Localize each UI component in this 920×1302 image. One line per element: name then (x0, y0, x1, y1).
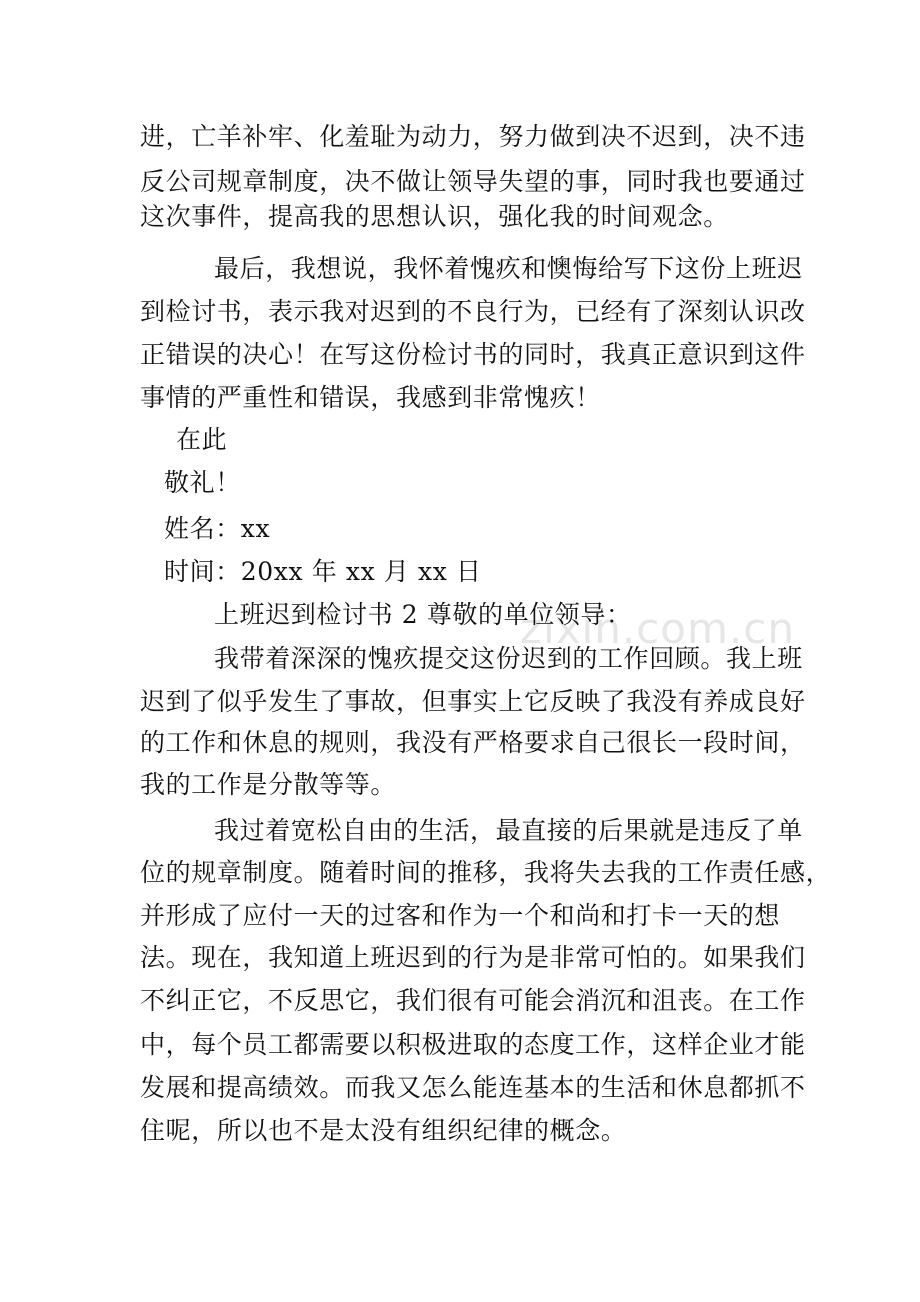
text-line: 的工作和休息的规则，我没有严格要求自己很长一段时间， (140, 728, 806, 757)
text-line: 法。现在，我知道上班迟到的行为是非常可怕的。如果我们 (140, 943, 806, 972)
salutation-line: 敬礼！ (164, 468, 241, 497)
closing-line: 在此 (176, 425, 228, 454)
text-line: 我的工作是分散等等。 (140, 770, 397, 799)
text-line: 住呢，所以也不是太没有组织纪律的概念。 (140, 1116, 627, 1145)
text-line: 位的规章制度。随着时间的推移，我将失去我的工作责任感， (140, 858, 832, 887)
text-line: 并形成了应付一天的过客和作为一个和尚和打卡一天的想 (140, 901, 781, 930)
text-line: 中，每个员工都需要以积极进取的态度工作，这样企业才能 (140, 1030, 806, 1059)
text-line: 迟到了似乎发生了事故，但事实上它反映了我没有养成良好 (140, 687, 806, 716)
text-line: 反公司规章制度，决不做让领导失望的事，同时我也要通过 (140, 167, 806, 196)
signature-name: 姓名：xx (164, 514, 271, 543)
text-line: 事情的严重性和错误，我感到非常愧疚！ (140, 383, 601, 412)
text-line: 发展和提高绩效。而我又怎么能连基本的生活和休息都抓不 (140, 1073, 806, 1102)
section-heading: 上班迟到检讨书 2 尊敬的单位领导： (214, 600, 632, 629)
paragraph-start: 我带着深深的愧疚提交这份迟到的工作回顾。我上班 (214, 644, 803, 673)
signature-date: 时间：20xx 年 xx 月 xx 日 (164, 557, 482, 586)
text-line: 这次事件，提高我的思想认识，强化我的时间观念。 (140, 202, 729, 231)
watermark: zixin.com.cn (520, 604, 795, 653)
text-line: 正错误的决心！在写这份检讨书的同时，我真正意识到这件 (140, 340, 806, 369)
text-line: 到检讨书，表示我对迟到的不良行为，已经有了深刻认识改 (140, 297, 806, 326)
text-line: 进，亡羊补牢、化羞耻为动力，努力做到决不迟到，决不违 (140, 122, 806, 151)
paragraph-start: 最后，我想说，我怀着愧疚和懊悔给写下这份上班迟 (214, 254, 803, 283)
paragraph-start: 我过着宽松自由的生活，最直接的后果就是违反了单 (214, 816, 803, 845)
text-line: 不纠正它，不反思它，我们很有可能会消沉和沮丧。在工作 (140, 986, 806, 1015)
